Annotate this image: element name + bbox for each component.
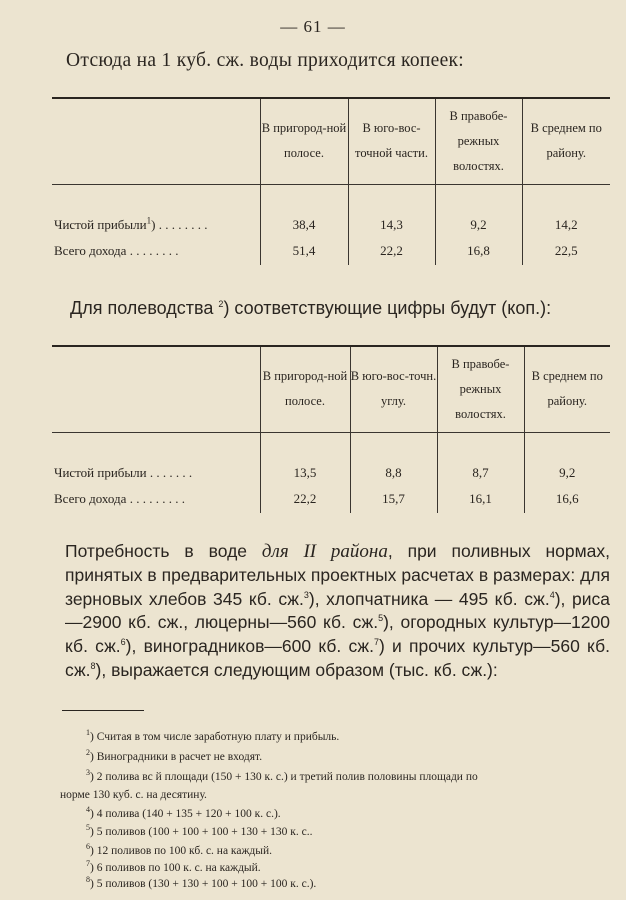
footnote: $^6$) 12 поливов по 100 кб. с. на каждый.: [86, 842, 272, 857]
table-row: [52, 432, 610, 485]
footnote-ref: 2: [218, 299, 224, 309]
cell-value: 16,1: [437, 485, 524, 513]
intro-line: Отсюда на 1 куб. сж. воды приходится копеек:: [66, 50, 465, 71]
cell-value: 8,8: [350, 432, 437, 485]
cell-value: 9,2: [435, 184, 522, 237]
column-header: В среднем по району.: [522, 98, 610, 184]
cell-value: 9,2: [524, 432, 610, 485]
cell-value: 13,5: [260, 432, 350, 485]
cell-value: 22,5: [522, 237, 610, 265]
cell-value: 8,7: [437, 432, 524, 485]
cell-value: 16,6: [524, 485, 610, 513]
header-blank: [52, 98, 260, 184]
profit-table-field-crops: [52, 345, 610, 513]
column-header: В пригород-ной полосе.: [260, 98, 348, 184]
row-label: Чистой прибыли . . . . . . .: [54, 464, 193, 480]
cell-value: 22,2: [260, 485, 350, 513]
water-demand-paragraph: Потребность в воде для II района, при поливных нормах, принятых в предварительных проектных расчетах в размерах: для зерновых хлебов 345 кб. сж.$^3$), хлопчатника — 495 кб. сж.$^4$), риса—2900 кб. сж., люцерны—560 кб. сж.$^5$), огородных культур—1200 кб. сж.$^6$), виноградников—600 кб. сж.$^7$) и прочих культур—560 кб. сж.$^8$), выражается следующим образом (тыс. кб. сж.):: [65, 541, 611, 680]
table-row: [52, 184, 610, 237]
footnote: $^4$) 4 полива (140 + 135 + 120 + 100 к. с.).: [86, 805, 281, 820]
footnote-continuation: норме 130 куб. с. на десятину.: [60, 789, 207, 801]
footnote-divider: [62, 710, 144, 711]
profit-table-per-water: [52, 97, 610, 265]
header-blank: [52, 346, 260, 432]
column-header: В среднем по району.: [524, 346, 610, 432]
district-emphasis: для II района: [261, 541, 388, 562]
footnote: $^3$) 2 полива вс й площади (150 + 130 к. с.) и третий полив половины площади по: [86, 768, 478, 783]
cell-value: 16,8: [435, 237, 522, 265]
row-label: Чистой прибыли$^1$) . . . . . . . .: [54, 215, 208, 232]
cell-value: 15,7: [350, 485, 437, 513]
footnote: $^5$) 5 поливов (100 + 100 + 100 + 130 + 130 к. с..: [86, 823, 313, 838]
cell-value: 22,2: [348, 237, 435, 265]
column-header: В юго-вос-точн. углу.: [350, 346, 437, 432]
cell-value: 38,4: [260, 184, 348, 237]
table-row: [52, 237, 610, 265]
page-number: — 61 —: [280, 17, 346, 36]
table-row: [52, 485, 610, 513]
cell-value: 14,3: [348, 184, 435, 237]
cell-value: 51,4: [260, 237, 348, 265]
column-header: В правобе-режных волостях.: [435, 98, 522, 184]
column-header: В правобе-режных волостях.: [437, 346, 524, 432]
footnote: $^7$) 6 поливов по 100 к. с. на каждый.: [86, 859, 261, 874]
row-label: Всего дохода . . . . . . . . .: [54, 490, 185, 506]
column-header: В пригород-ной полосе.: [260, 346, 350, 432]
footnote: $^8$) 5 поливов (130 + 130 + 100 + 100 + 100 к. с.).: [86, 875, 317, 890]
column-header: В юго-вос-точной части.: [348, 98, 435, 184]
row-label: Всего дохода . . . . . . . .: [54, 242, 179, 258]
footnote-ref: 1: [146, 215, 152, 226]
cell-value: 14,2: [522, 184, 610, 237]
footnote: $^1$) Считая в том числе заработную плату и прибыль.: [86, 728, 340, 743]
field-crops-intro: Для полеводства $^2$) соответствующие цифры будут (коп.):: [70, 298, 552, 318]
footnote: $^2$) Виноградники в расчет не входят.: [86, 748, 263, 763]
